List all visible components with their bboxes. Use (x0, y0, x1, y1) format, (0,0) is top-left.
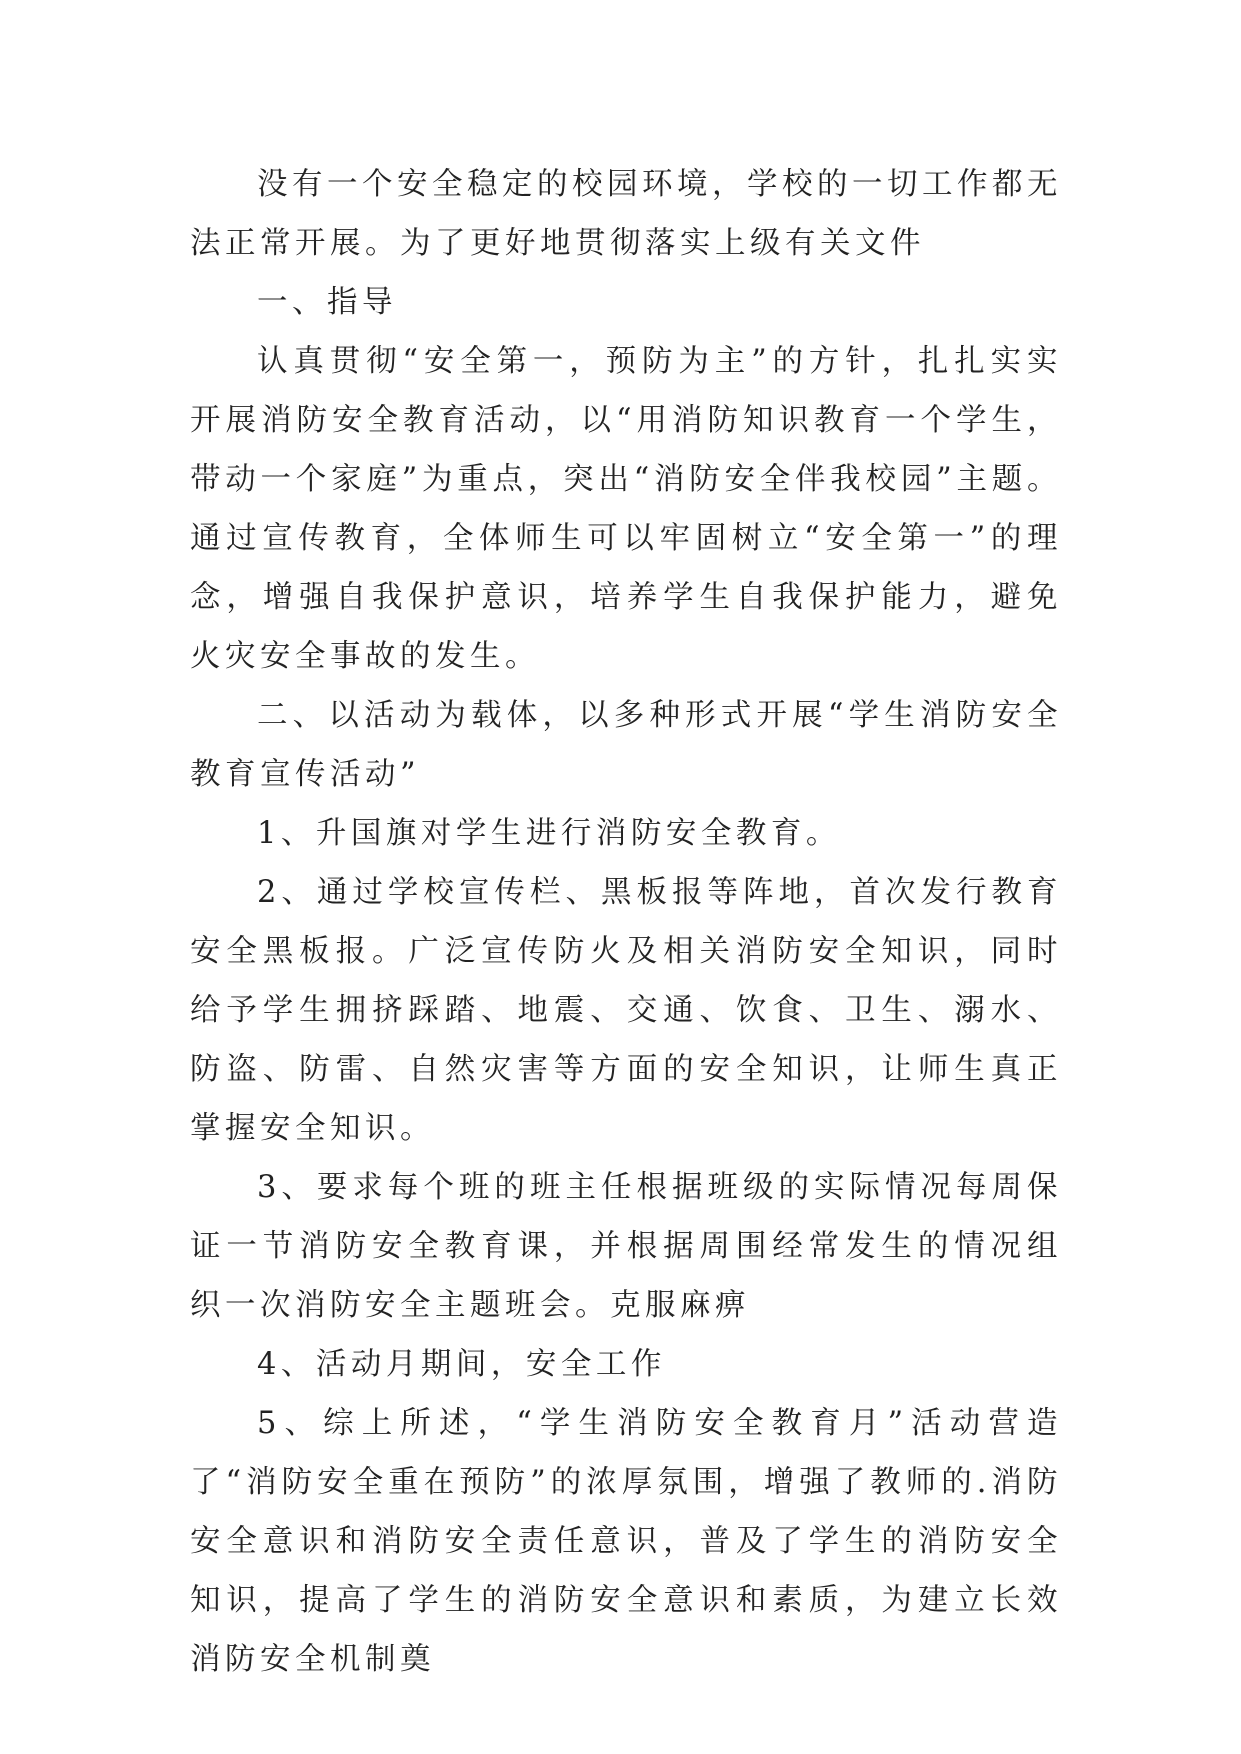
list-item-4: 4、活动月期间，安全工作 (257, 1347, 666, 1382)
intro-paragraph: 没有一个安全稳定的校园环境，学校的一切工作都无法正常开展。为了更好地贯彻落实上级有关文件 (190, 167, 1062, 261)
section-heading-guidance: 一、指导 (257, 285, 397, 320)
guidance-paragraph: 认真贯彻“安全第一，预防为主”的方针，扎扎实实开展消防安全教育活动，以“用消防知识教育一个学生，带动一个家庭”为重点，突出“消防安全伴我校园”主题。通过宣传教育，全体师生可以牢固树立“安全第一”的理念，增强自我保护意识，培养学生自我保护能力，避免火灾安全事故的发生。 (190, 344, 1062, 674)
list-item-5: 5、综上所述，“学生消防安全教育月”活动营造了“消防安全重在预防”的浓厚氛围，增强了教师的.消防安全意识和消防安全责任意识，普及了学生的消防安全知识，提高了学生的消防安全意识和素质，为建立长效消防安全机制奠 (190, 1406, 1062, 1677)
list-item-2: 2、通过学校宣传栏、黑板报等阵地，首次发行教育安全黑板报。广泛宣传防火及相关消防安全知识，同时给予学生拥挤踩踏、地震、交通、饮食、卫生、溺水、防盗、防雷、自然灾害等方面的安全知识，让师生真正掌握安全知识。 (190, 875, 1062, 1146)
list-item-1: 1、升国旗对学生进行消防安全教育。 (257, 816, 841, 851)
list-item-3: 3、要求每个班的班主任根据班级的实际情况每周保证一节消防安全教育课，并根据周围经常发生的情况组织一次消防安全主题班会。克服麻痹 (190, 1170, 1062, 1323)
section-heading-activities: 二、以活动为载体，以多种形式开展“学生消防安全教育宣传活动” (190, 698, 1062, 792)
document-body (190, 155, 1062, 1689)
